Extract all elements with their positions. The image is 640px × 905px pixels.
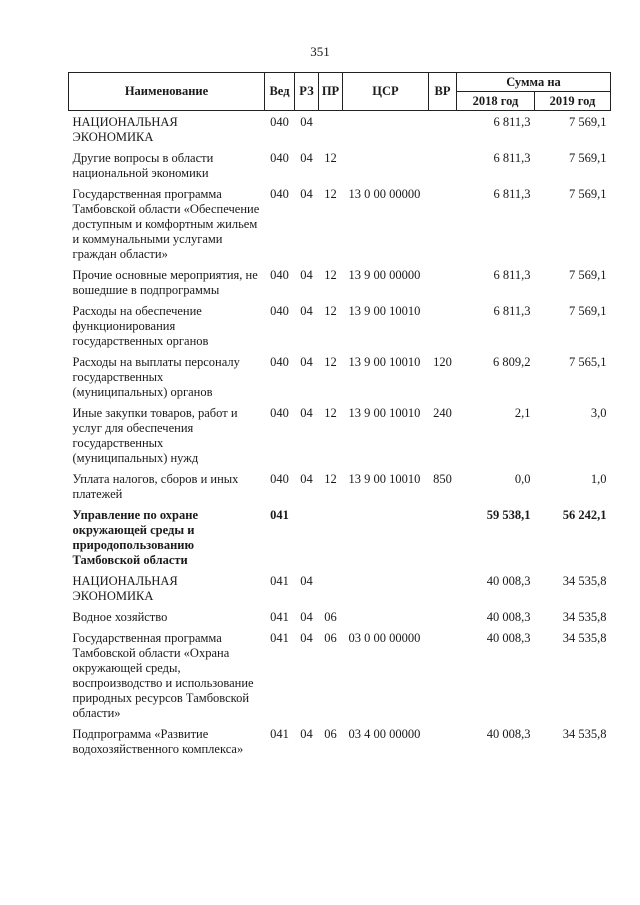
row-sum-2018: 0,0 xyxy=(514,472,531,486)
row-pr: 06 xyxy=(324,631,337,645)
row-vr xyxy=(429,265,457,301)
table-row xyxy=(69,265,611,301)
row-sum-2018: 6 811,3 xyxy=(493,151,531,165)
row-vr xyxy=(429,724,457,760)
row-name: НАЦИОНАЛЬНАЯ ЭКОНОМИКА xyxy=(72,574,178,603)
header-sum-on: Сумма на xyxy=(457,73,611,92)
table-row xyxy=(69,148,611,184)
row-name: Государственная программа Тамбовской области «Обеспечение доступным и комфортным жильем и коммунальными услугами граждан области» xyxy=(72,187,260,261)
row-ved: 041 xyxy=(270,631,289,645)
row-sum-2019: 7 569,1 xyxy=(569,304,607,318)
row-pr: 12 xyxy=(324,304,337,318)
row-sum-2019: 56 242,1 xyxy=(562,508,607,522)
row-vr: 850 xyxy=(433,472,452,486)
header-pr: ПР xyxy=(319,73,343,111)
row-pr xyxy=(319,505,343,571)
row-ved: 040 xyxy=(270,268,289,282)
row-csr: 13 9 00 00000 xyxy=(348,268,421,282)
row-rz: 04 xyxy=(300,631,313,645)
table-body xyxy=(69,111,611,761)
row-pr: 12 xyxy=(324,268,337,282)
row-sum-2018: 40 008,3 xyxy=(486,574,531,588)
table-row xyxy=(69,724,611,760)
header-ved: Вед xyxy=(265,73,295,111)
row-sum-2018: 40 008,3 xyxy=(486,610,531,624)
header-year-2018: 2018 год xyxy=(457,92,535,111)
row-ved: 040 xyxy=(270,406,289,420)
row-sum-2018: 40 008,3 xyxy=(486,631,531,645)
row-vr xyxy=(429,607,457,628)
row-sum-2019: 34 535,8 xyxy=(562,574,607,588)
row-pr: 06 xyxy=(324,727,337,741)
row-rz: 04 xyxy=(300,355,313,369)
table-row xyxy=(69,469,611,505)
row-rz: 04 xyxy=(300,727,313,741)
row-pr: 12 xyxy=(324,187,337,201)
row-csr: 13 0 00 00000 xyxy=(348,187,421,201)
row-ved: 040 xyxy=(270,472,289,486)
row-rz: 04 xyxy=(300,187,313,201)
row-sum-2018: 6 811,3 xyxy=(493,268,531,282)
row-sum-2019: 34 535,8 xyxy=(562,631,607,645)
header-rz: РЗ xyxy=(295,73,319,111)
row-rz: 04 xyxy=(300,115,313,129)
row-ved: 041 xyxy=(270,508,289,522)
page-number: 351 xyxy=(310,44,330,59)
row-name: Подпрограмма «Развитие водохозяйственного комплекса» xyxy=(72,727,244,756)
row-csr xyxy=(343,111,429,149)
row-sum-2019: 34 535,8 xyxy=(562,727,607,741)
table-row xyxy=(69,403,611,469)
row-csr: 03 4 00 00000 xyxy=(348,727,421,741)
table-row xyxy=(69,301,611,352)
row-rz: 04 xyxy=(300,472,313,486)
row-rz: 04 xyxy=(300,406,313,420)
row-sum-2019: 34 535,8 xyxy=(562,610,607,624)
row-sum-2019: 3,0 xyxy=(590,406,607,420)
row-vr xyxy=(429,571,457,607)
budget-table xyxy=(68,72,611,760)
header-year-2019: 2019 год xyxy=(535,92,611,111)
row-name: Расходы на обеспечение функционирования государственных органов xyxy=(72,304,209,348)
row-ved: 041 xyxy=(270,610,289,624)
row-ved: 041 xyxy=(270,574,289,588)
row-name: Иные закупки товаров, работ и услуг для обеспечения государственных (муниципальных) нужд xyxy=(72,406,238,465)
row-ved: 041 xyxy=(270,727,289,741)
row-sum-2018: 6 811,3 xyxy=(493,304,531,318)
row-sum-2018: 6 811,3 xyxy=(493,115,531,129)
table-row xyxy=(69,352,611,403)
table-row xyxy=(69,111,611,149)
row-csr xyxy=(343,571,429,607)
row-rz xyxy=(295,505,319,571)
row-vr: 120 xyxy=(433,355,452,369)
header-vr: ВР xyxy=(429,73,457,111)
row-csr: 03 0 00 00000 xyxy=(348,631,421,645)
row-sum-2019: 7 565,1 xyxy=(569,355,607,369)
row-pr: 12 xyxy=(324,355,337,369)
row-name: НАЦИОНАЛЬНАЯ ЭКОНОМИКА xyxy=(72,115,178,144)
row-vr xyxy=(429,111,457,149)
row-pr: 12 xyxy=(324,406,337,420)
row-csr: 13 9 00 10010 xyxy=(348,406,421,420)
row-ved: 040 xyxy=(270,187,289,201)
row-rz: 04 xyxy=(300,610,313,624)
table-row xyxy=(69,607,611,628)
row-sum-2018: 40 008,3 xyxy=(486,727,531,741)
table-row xyxy=(69,628,611,724)
header-name: Наименование xyxy=(69,73,265,111)
table-row xyxy=(69,571,611,607)
row-vr xyxy=(429,505,457,571)
table-row xyxy=(69,505,611,571)
row-sum-2018: 6 809,2 xyxy=(493,355,531,369)
row-name: Государственная программа Тамбовской области «Охрана окружающей среды, воспроизводство и использование природных ресурсов Тамбовской области» xyxy=(72,631,254,720)
row-csr xyxy=(343,505,429,571)
row-pr: 06 xyxy=(324,610,337,624)
table-row xyxy=(69,184,611,265)
row-vr xyxy=(429,301,457,352)
row-ved: 040 xyxy=(270,115,289,129)
row-sum-2019: 7 569,1 xyxy=(569,115,607,129)
row-sum-2018: 59 538,1 xyxy=(486,508,531,522)
row-rz: 04 xyxy=(300,574,313,588)
row-sum-2019: 7 569,1 xyxy=(569,151,607,165)
row-csr: 13 9 00 10010 xyxy=(348,304,421,318)
row-rz: 04 xyxy=(300,304,313,318)
row-ved: 040 xyxy=(270,355,289,369)
row-ved: 040 xyxy=(270,304,289,318)
table-header xyxy=(69,73,611,111)
row-name: Прочие основные мероприятия, не вошедшие в подпрограммы xyxy=(72,268,258,297)
row-vr xyxy=(429,184,457,265)
row-csr: 13 9 00 10010 xyxy=(348,472,421,486)
row-name: Управление по охране окружающей среды и природопользованию Тамбовской области xyxy=(72,508,198,567)
row-sum-2019: 1,0 xyxy=(590,472,607,486)
row-vr xyxy=(429,148,457,184)
row-sum-2018: 2,1 xyxy=(514,406,531,420)
row-name: Другие вопросы в области национальной экономики xyxy=(72,151,214,180)
row-csr xyxy=(343,607,429,628)
row-csr: 13 9 00 10010 xyxy=(348,355,421,369)
header-csr: ЦСР xyxy=(343,73,429,111)
row-sum-2019: 7 569,1 xyxy=(569,187,607,201)
row-name: Водное хозяйство xyxy=(72,610,168,624)
row-ved: 040 xyxy=(270,151,289,165)
row-sum-2018: 6 811,3 xyxy=(493,187,531,201)
row-pr: 12 xyxy=(324,472,337,486)
row-pr xyxy=(319,571,343,607)
row-vr: 240 xyxy=(433,406,452,420)
row-pr: 12 xyxy=(324,151,337,165)
row-vr xyxy=(429,628,457,724)
row-csr xyxy=(343,148,429,184)
row-pr xyxy=(319,111,343,149)
row-name: Уплата налогов, сборов и иных платежей xyxy=(72,472,239,501)
row-name: Расходы на выплаты персоналу государственных (муниципальных) органов xyxy=(72,355,240,399)
row-rz: 04 xyxy=(300,151,313,165)
row-sum-2019: 7 569,1 xyxy=(569,268,607,282)
row-rz: 04 xyxy=(300,268,313,282)
